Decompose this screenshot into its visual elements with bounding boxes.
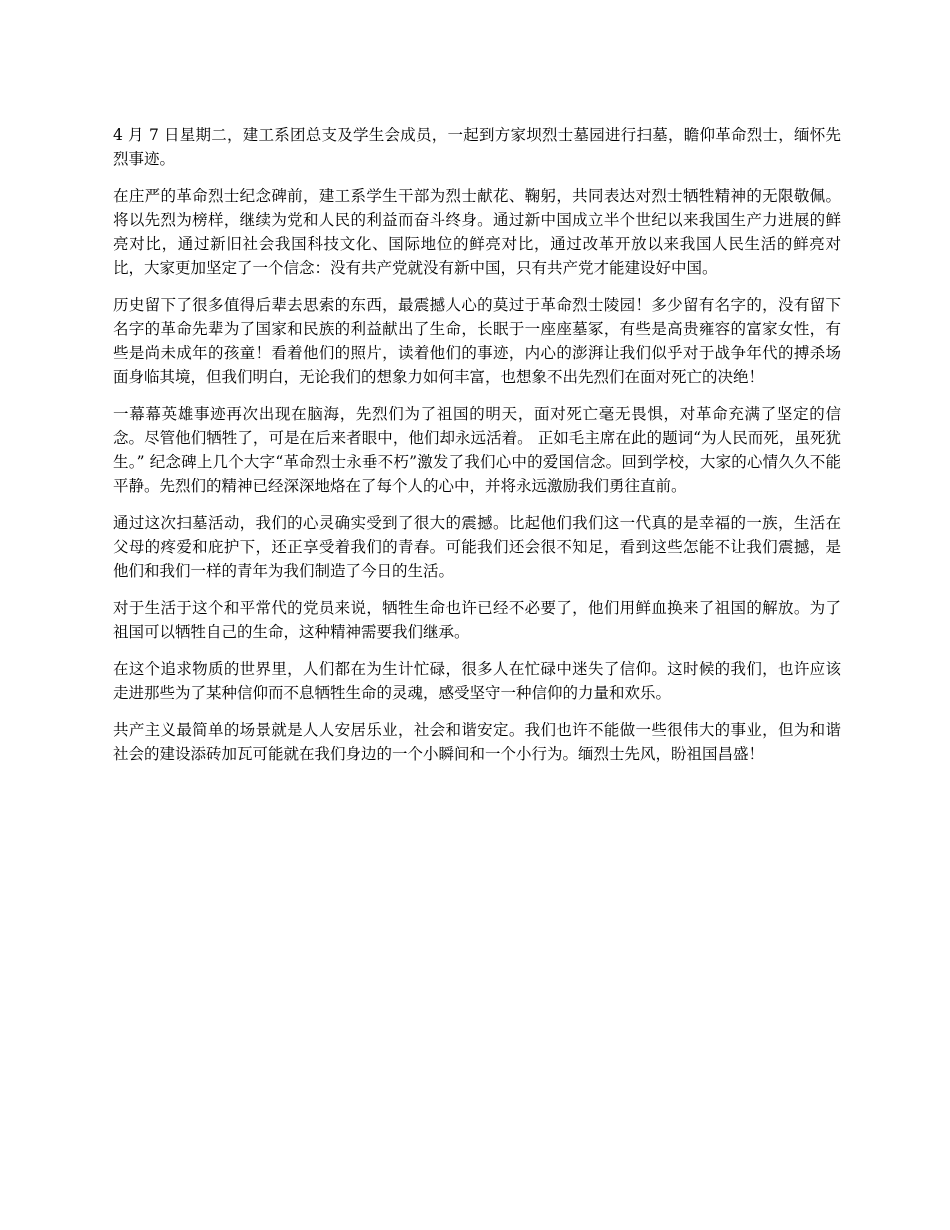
paragraph-2: 在庄严的革命烈士纪念碑前，建工系学生干部为烈士献花、鞠躬，共同表达对烈士牺牲精神的无限敬佩。将以先烈为榜样，继续为党和人民的利益而奋斗终身。通过新中国成立半个世纪以来我国生产力进展的鲜亮对比，通过新旧社会我国科技文化、国际地位的鲜亮对比，通过改革开放以来我国人民生活的鲜亮对比，大家更加坚定了一个信念：没有共产党就没有新中国，只有共产党才能建设好中国。	[113, 187, 841, 277]
paragraph-4: 一幕幕英雄事迹再次出现在脑海，先烈们为了祖国的明天，面对死亡毫无畏惧，对革命充满了坚定的信念。尽管他们牺牲了，可是在后来者眼中，他们却永远活着。 正如毛主席在此的题词“为人民而死，虽死犹生。” 纪念碑上几个大字“革命烈士永垂不朽”激发了我们心中的爱国信念。回到学校，大家的心情久久不能平静。先烈们的精神已经深深地烙在了每个人的心中，并将永远激励我们勇往直前。	[113, 405, 841, 495]
paragraph-1: 4 月 7 日星期二，建工系团总支及学生会成员，一起到方家坝烈士墓园进行扫墓，瞻仰革命烈士，缅怀先烈事迹。	[113, 126, 841, 168]
paragraph-8: 共产主义最简单的场景就是人人安居乐业，社会和谐安定。我们也许不能做一些很伟大的事业，但为和谐社会的建设添砖加瓦可能就在我们身边的一个小瞬间和一个小行为。缅烈士先风，盼祖国昌盛！	[113, 721, 841, 763]
paragraph-3: 历史留下了很多值得后辈去思索的东西，最震撼人心的莫过于革命烈士陵园！多少留有名字的，没有留下名字的革命先辈为了国家和民族的利益献出了生命，长眠于一座座墓冢，有些是高贵雍容的富家女性，有些是尚未成年的孩童！看着他们的照片，读着他们的事迹，内心的澎湃让我们似乎对于战争年代的搏杀场面身临其境，但我们明白，无论我们的想象力如何丰富，也想象不出先烈们在面对死亡的决绝！	[113, 296, 841, 386]
paragraph-6: 对于生活于这个和平常代的党员来说，牺牲生命也许已经不必要了，他们用鲜血换来了祖国的解放。为了祖国可以牺牲自己的生命，这种精神需要我们继承。	[113, 599, 841, 641]
paragraph-5: 通过这次扫墓活动，我们的心灵确实受到了很大的震撼。比起他们我们这一代真的是幸福的一族，生活在父母的疼爱和庇护下，还正享受着我们的青春。可能我们还会很不知足，看到这些怎能不让我们震撼，是他们和我们一样的青年为我们制造了今日的生活。	[113, 514, 841, 580]
document-page	[113, 123, 841, 779]
paragraph-7: 在这个追求物质的世界里，人们都在为生计忙碌，很多人在忙碌中迷失了信仰。这时候的我们，也许应该走进那些为了某种信仰而不息牺牲生命的灵魂，感受坚守一种信仰的力量和欢乐。	[113, 660, 841, 702]
